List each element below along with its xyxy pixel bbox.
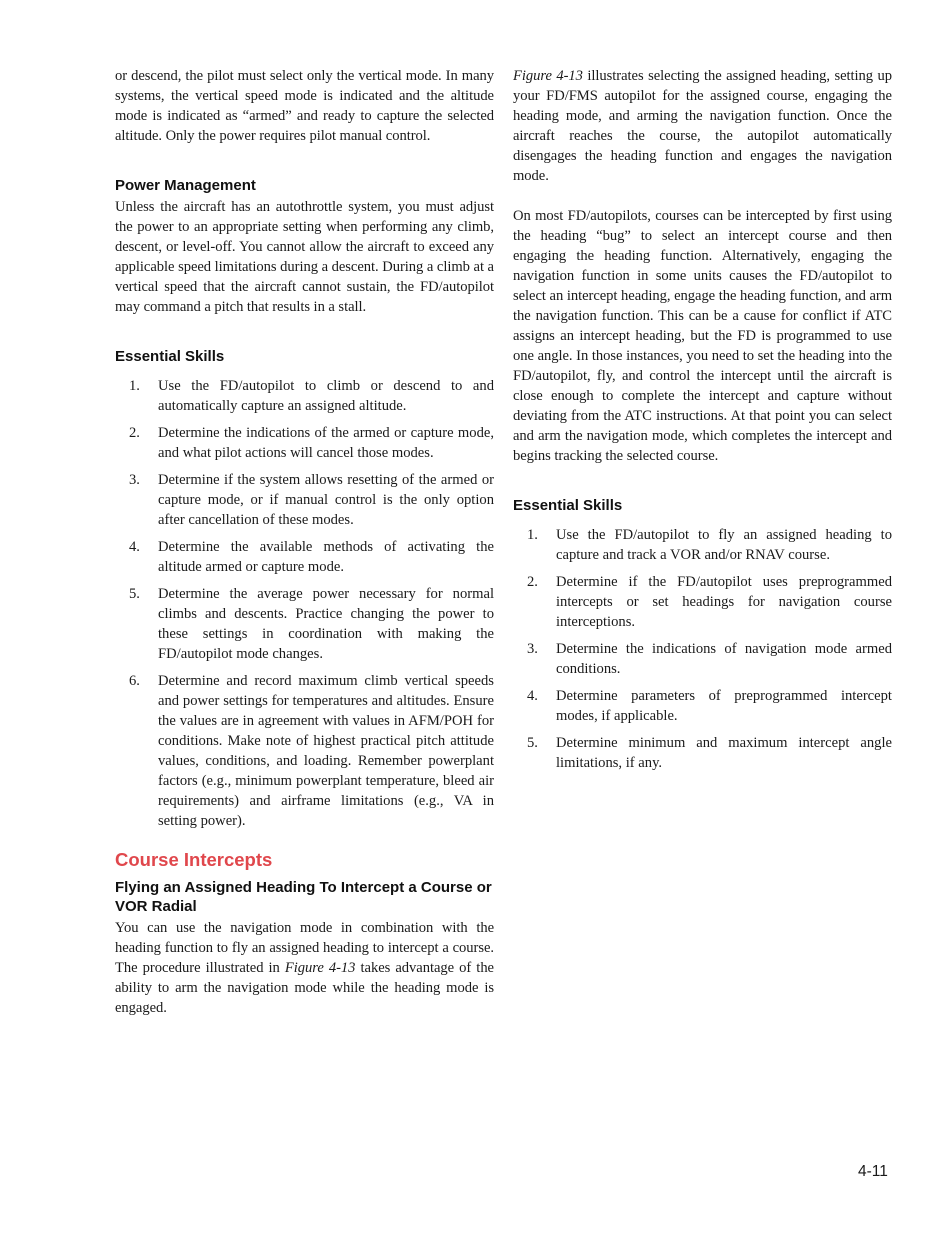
list-item: 1. Use the FD/autopilot to fly an assigned heading to capture and track a VOR and/or RNAV course. (527, 527, 892, 563)
essential-skills-heading-left: Essential Skills (115, 348, 225, 365)
flying-assigned-heading-heading: Flying an Assigned Heading To Intercept a Course or VOR Radial (115, 879, 492, 915)
intro-paragraph: or descend, the pilot must select only the vertical mode. In many systems, the vertical speed mode is indicated and the altitude mode is indicated as “armed” and ready to capture the selected altitude. Only the power requires pilot manual control. (115, 68, 494, 144)
power-management-paragraph: Unless the aircraft has an autothrottle system, you must adjust the power to an appropriate setting when performing any climb, descent, or level-off. You cannot allow the aircraft to exceed any applicable speed limitations during a descent. During a climb at a vertical speed that the aircraft cannot sustain, the FD/autopilot may command a pitch that results in a stall. (115, 199, 494, 315)
list-item: 4. Determine parameters of preprogrammed intercept modes, if applicable. (527, 688, 892, 724)
list-item: 2. Determine the indications of the armed or capture mode, and what pilot actions will cancel those modes. (129, 425, 494, 461)
list-item: 4. Determine the available methods of activating the altitude armed or capture mode. (129, 539, 494, 575)
intercept-paragraph: You can use the navigation mode in combination with the heading function to fly an assigned heading to intercept a course. The procedure illustrated in Figure 4-13 takes advantage of the ability to arm the navigation mode while the heading mode is engaged. (115, 920, 494, 1016)
essential-skills-list-right (513, 525, 892, 773)
left-column (115, 66, 494, 1018)
list-item: 5. Determine minimum and maximum intercept angle limitations, if any. (527, 735, 892, 771)
figure-reference: Figure 4-13 (513, 68, 583, 84)
list-item: 5. Determine the average power necessary for normal climbs and descents. Practice changing the power to these settings in coordination with making the FD/autopilot mode changes. (129, 586, 494, 662)
course-intercepts-title: Course Intercepts (115, 849, 273, 870)
list-item: 3. Determine the indications of navigation mode armed conditions. (527, 641, 892, 677)
page-number: 4-11 (858, 1163, 888, 1180)
essential-skills-heading-right: Essential Skills (513, 497, 623, 514)
list-item: 3. Determine if the system allows resetting of the armed or capture mode, or if manual control is the only option after cancellation of these modes. (129, 472, 494, 528)
list-item: 6. Determine and record maximum climb vertical speeds and power settings for temperatures and altitudes. Ensure the values are in agreement with values in AFM/POH for conditions. Make note of highest practical pitch attitude values, conditions, and loading. Remember powerplant factors (e.g., minimum powerplant temperature, bleed air requirements) and airframe limitations (e.g., VA in setting power). (129, 673, 494, 829)
power-management-heading: Power Management (115, 177, 256, 194)
figure-description-paragraph: Figure 4-13 illustrates selecting the assigned heading, setting up your FD/FMS autopilot for the assigned course, engaging the heading mode, and arming the navigation function. Once the aircraft reaches the course, the autopilot automatically disengages the heading function and engages the navigation mode. (513, 68, 892, 184)
intercept-method-paragraph: On most FD/autopilots, courses can be intercepted by first using the heading “bug” to select an intercept course and then engaging the heading function. Alternatively, engaging the navigation function in some units causes the FD/autopilot to select an intercept heading, engage the heading function, and arm the navigation function. This can be a cause for conflict if ATC assigns an intercept heading, but the FD is programmed to use one angle. In those instances, you need to set the heading into the FD/autopilot, fly, and control the intercept until the aircraft is close enough to complete the intercept and capture without deviating from the ATC instructions. At that point you can select and arm the navigation mode, which completes the intercept and begins tracking the selected course. (513, 208, 892, 464)
essential-skills-list-left (115, 376, 494, 831)
figure-reference: Figure 4-13 (284, 960, 356, 976)
right-column (513, 66, 892, 780)
list-item: 2. Determine if the FD/autopilot uses preprogrammed intercepts or set headings for navigation course interceptions. (527, 574, 892, 630)
list-item: 1. Use the FD/autopilot to climb or descend to and automatically capture an assigned altitude. (129, 378, 494, 414)
